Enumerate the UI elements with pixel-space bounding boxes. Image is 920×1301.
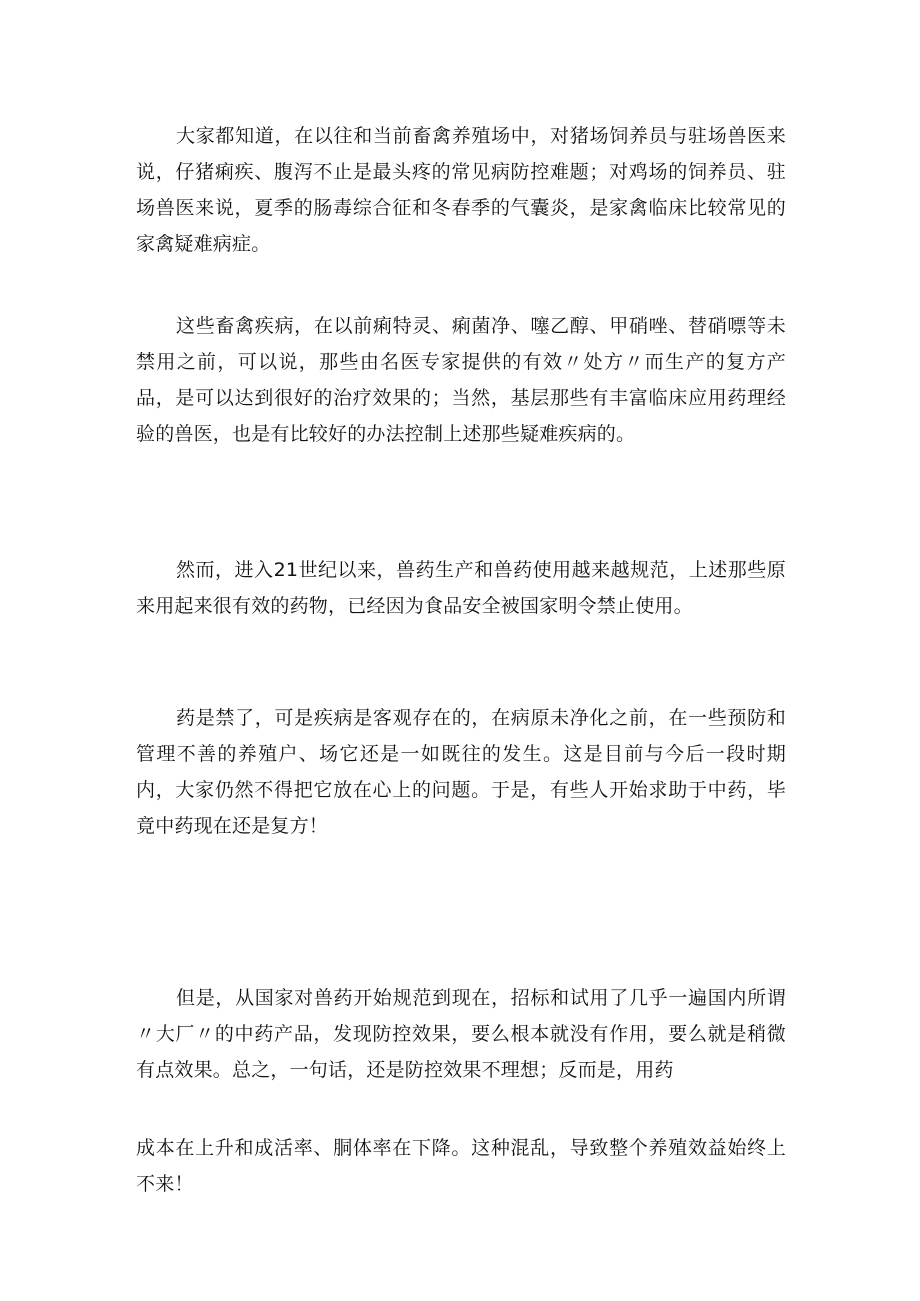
paragraph-2: 这些畜禽疾病，在以前痢特灵、痢菌净、噻乙醇、甲硝唑、替硝嘌等未禁用之前，可以说，那些由名医专家提供的有效〃处方〃而生产的复方产品，是可以达到很好的治疗效果的；当然，基层那些有丰富临床应用药理经验的兽医，也是有比较好的办法控制上述那些疑难疾病的。 — [136, 315, 786, 445]
paragraph-1: 大家都知道，在以往和当前畜禽养殖场中，对猪场饲养员与驻场兽医来说，仔猪痢疾、腹泻不止是最头疼的常见病防控难题；对鸡场的饲养员、驻场兽医来说，夏季的肠毒综合征和冬春季的气囊炎，是家禽临床比较常见的家禽疑难病症。 — [136, 125, 786, 255]
paragraph-4: 药是禁了，可是疾病是客观存在的，在病原未净化之前，在一些预防和管理不善的养殖户、场它还是一如既往的发生。这是目前与今后一段时期内，大家仍然不得把它放在心上的问题。于是，有些人开始求助于中药，毕竟中药现在还是复方！ — [136, 707, 786, 837]
paragraph-5: 但是，从国家对兽药开始规范到现在，招标和试用了几乎一遍国内所谓〃大厂〃的中药产品，发现防控效果，要么根本就没有作用，要么就是稍微有点效果。总之，一句话，还是防控效果不理想；反而是，用药 — [136, 987, 786, 1081]
paragraph-3: 然而，进入21世纪以来，兽药生产和兽药使用越来越规范，上述那些原来用起来很有效的药物，已经因为食品安全被国家明令禁止使用。 — [136, 559, 786, 617]
paragraph-6: 成本在上升和成活率、胴体率在下降。这种混乱，导致整个养殖效益始终上不来！ — [136, 1137, 786, 1195]
